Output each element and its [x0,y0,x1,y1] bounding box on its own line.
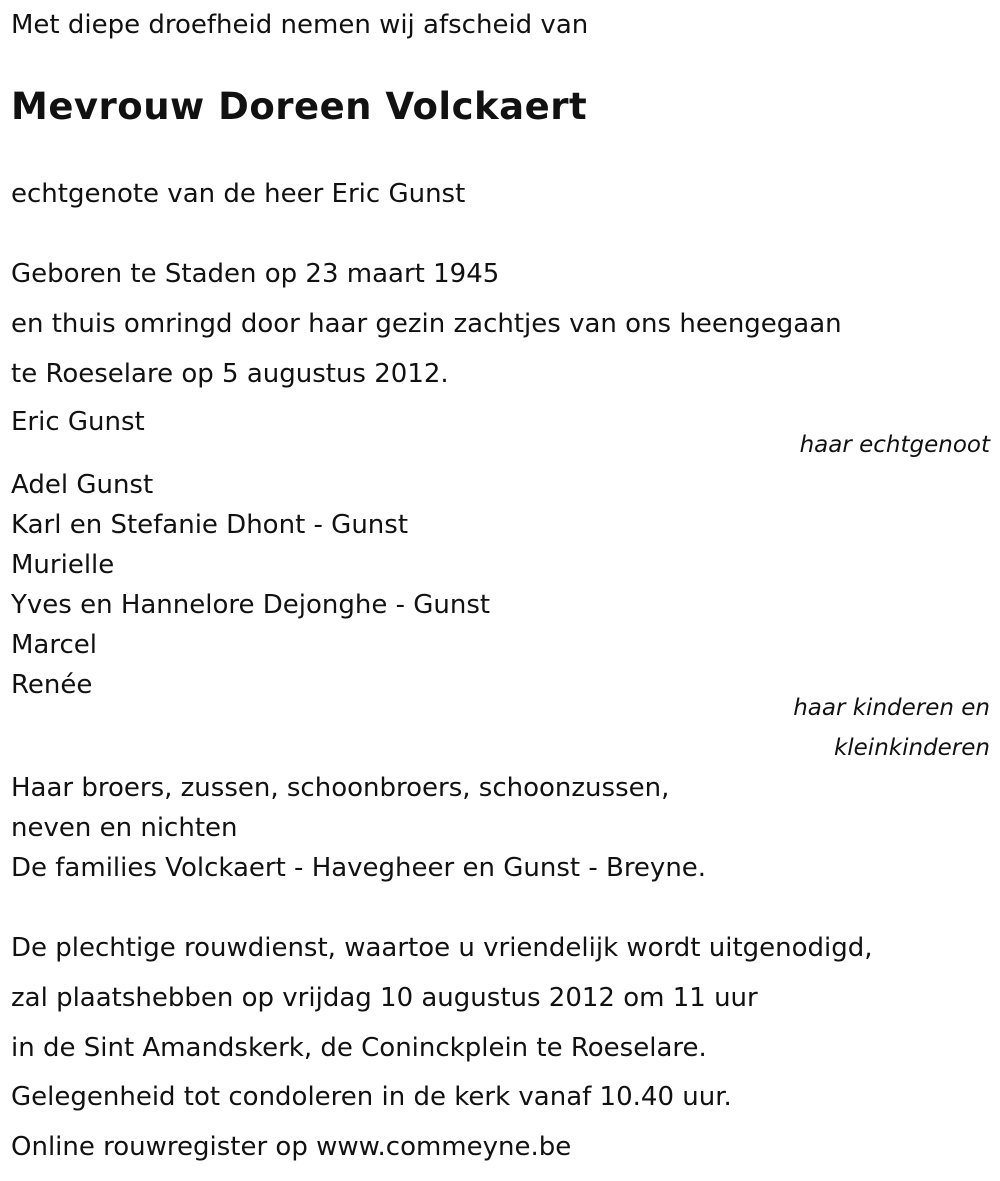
family-line: neven en nichten [11,813,238,843]
child-name: Murielle [11,550,115,580]
child-name: Yves en Hannelore Dejonghe - Gunst [11,590,491,620]
spouse-name: Eric Gunst [11,407,145,437]
spouse-relation: haar echtgenoot [799,432,990,458]
children-relation: kleinkinderen [833,735,990,761]
life-line: Geboren te Staden op 23 maart 1945 [11,259,500,289]
service-line: in de Sint Amandskerk, de Coninckplein te Roeselare. [11,1033,707,1063]
child-name: Karl en Stefanie Dhont - Gunst [11,510,409,540]
child-name: Marcel [11,630,97,660]
spouse-line: echtgenote van de heer Eric Gunst [11,179,466,209]
child-name: Renée [11,670,93,700]
family-line: Haar broers, zussen, schoonbroers, schoonzussen, [11,773,670,803]
deceased-name: Mevrouw Doreen Volckaert [11,85,588,128]
intro-line: Met diepe droefheid nemen wij afscheid van [11,10,589,40]
service-line: De plechtige rouwdienst, waartoe u vriendelijk wordt uitgenodigd, [11,933,873,963]
life-line: en thuis omringd door haar gezin zachtjes van ons heengegaan [11,309,842,339]
service-line: Online rouwregister op www.commeyne.be [11,1132,572,1162]
child-name: Adel Gunst [11,470,154,500]
children-relation: haar kinderen en [793,695,990,721]
life-line: te Roeselare op 5 augustus 2012. [11,359,449,389]
service-line: Gelegenheid tot condoleren in de kerk vanaf 10.40 uur. [11,1082,732,1112]
family-line: De families Volckaert - Havegheer en Gunst - Breyne. [11,853,707,883]
service-line: zal plaatshebben op vrijdag 10 augustus 2012 om 11 uur [11,983,758,1013]
